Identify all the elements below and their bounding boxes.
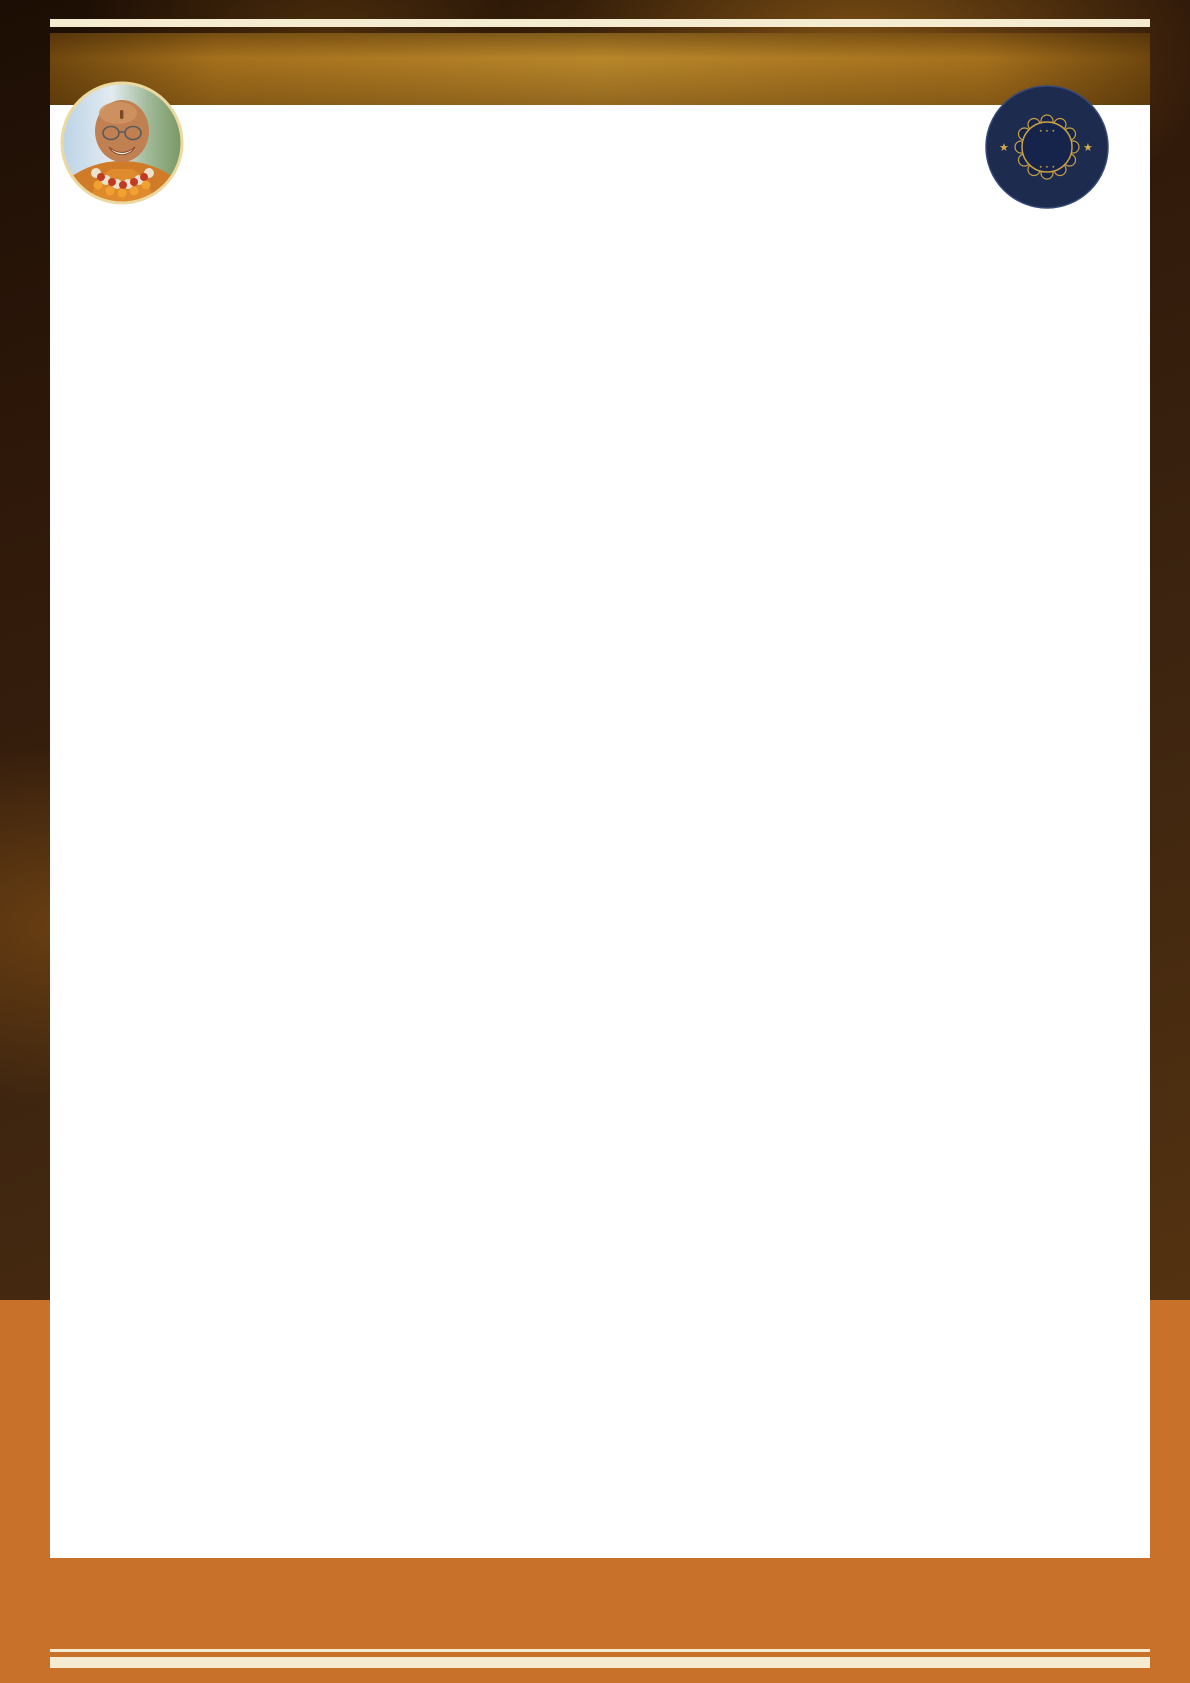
- bottom-border-stripe: [50, 1657, 1150, 1668]
- bottom-border-ornament: [50, 1563, 1150, 1652]
- guru-photo: [60, 81, 184, 205]
- badge-stars-bottom: ⋆ ⋆ ⋆: [1038, 164, 1056, 171]
- bottom-border-baseline: [50, 1649, 1150, 1652]
- letter-content: [85, 240, 1115, 420]
- vyasa-puja-badge: [985, 85, 1109, 209]
- badge-emblem: [985, 85, 1109, 209]
- guru-photo-image: [60, 81, 184, 205]
- star-icon: ★: [1083, 142, 1093, 154]
- badge-stars-top: ⋆ ⋆ ⋆: [1038, 128, 1056, 135]
- star-icon: ★: [999, 142, 1009, 154]
- top-border-stripe: [50, 19, 1150, 27]
- signature-separator: [85, 302, 1115, 342]
